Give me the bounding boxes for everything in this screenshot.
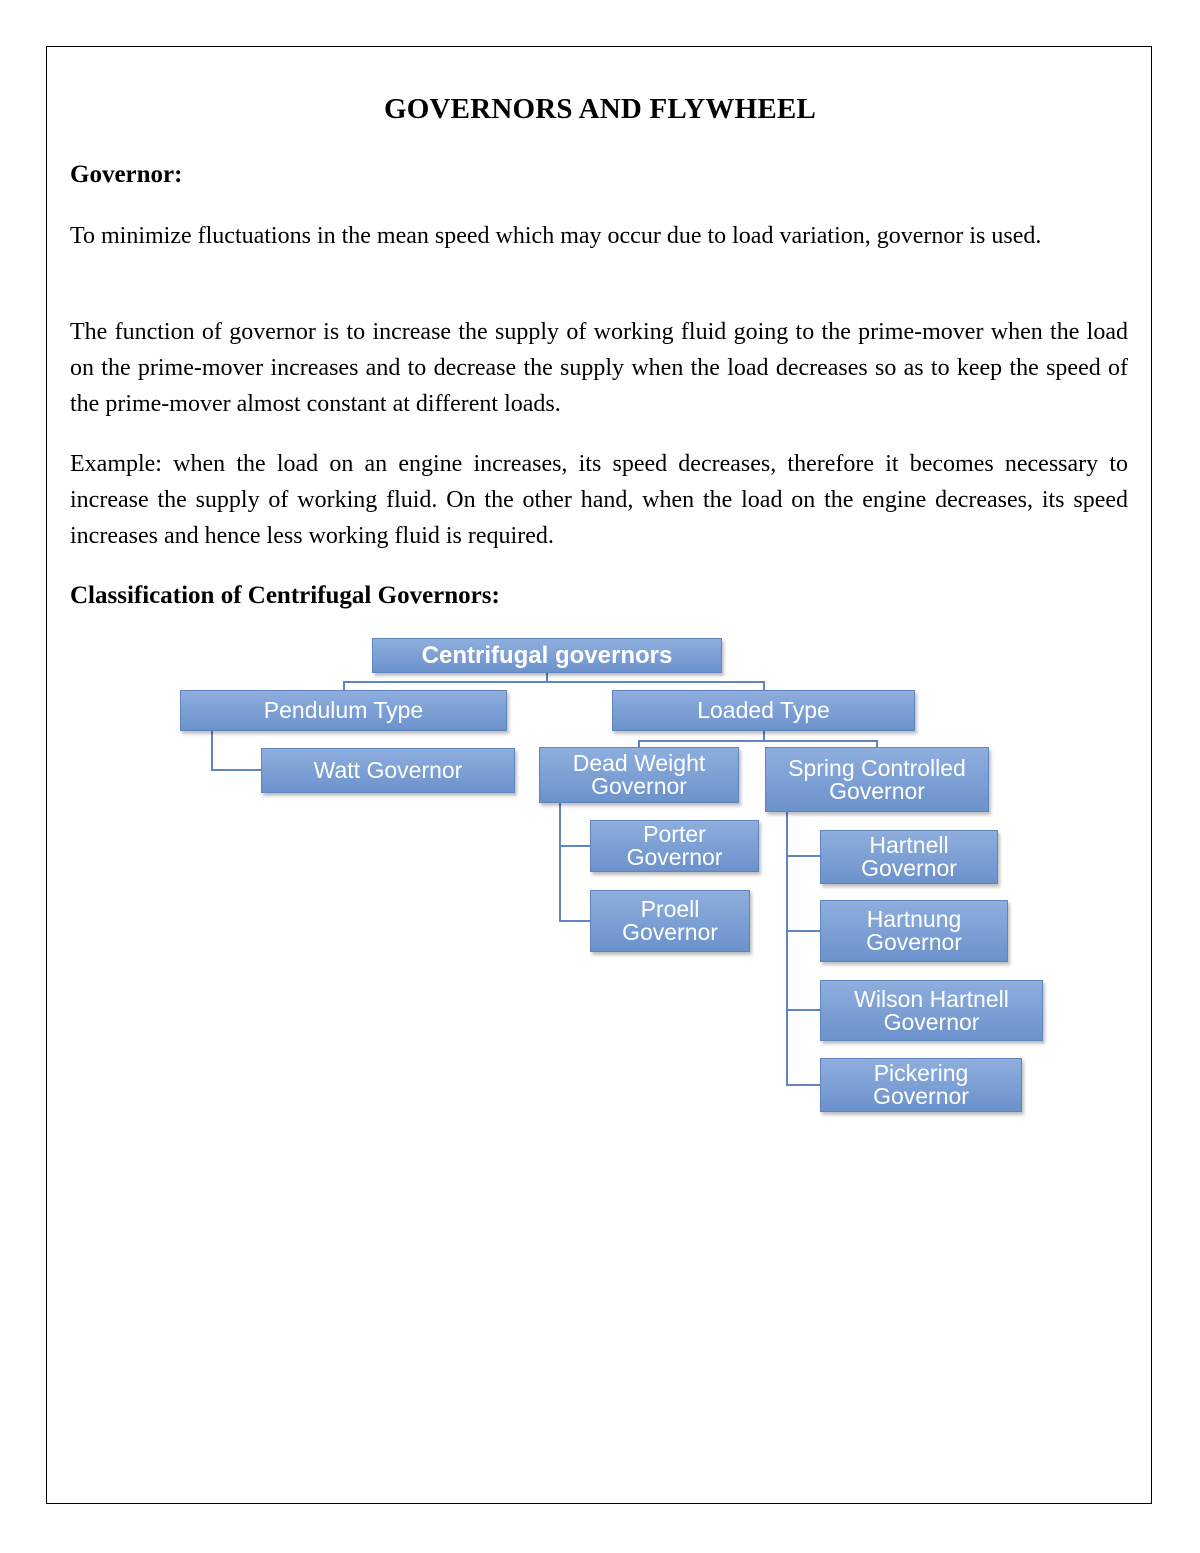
connector (343, 681, 765, 683)
connector (559, 803, 561, 922)
node-centrifugal-governors: Centrifugal governors (372, 638, 722, 673)
node-pendulum-type: Pendulum Type (180, 690, 507, 731)
node-watt-governor: Watt Governor (261, 748, 515, 793)
connector (786, 1084, 821, 1086)
connector (786, 930, 821, 932)
connector (559, 920, 591, 922)
node-proell-governor: Proell Governor (590, 890, 750, 952)
connector (786, 1009, 821, 1011)
paragraph-definition: To minimize fluctuations in the mean speed which may occur due to load variation, governor is used. (70, 223, 1042, 249)
connector (638, 740, 878, 742)
node-dead-weight-governor: Dead Weight Governor (539, 747, 739, 803)
connector (559, 845, 591, 847)
paragraph-example: Example: when the load on an engine increases, its speed decreases, therefore it becomes necessary to increase the supply of working fluid. On the other hand, when the load on the engine decreases, its speed increases and hence less working fluid is required. (70, 451, 1128, 549)
node-hartnung-governor: Hartnung Governor (820, 900, 1008, 962)
paragraph-function: The function of governor is to increase the supply of working fluid going to the prime-mover when the load on the prime-mover increases and to decrease the supply when the load decreases so as to keep the speed of the prime-mover almost constant at different loads. (70, 319, 1128, 417)
node-porter-governor: Porter Governor (590, 820, 759, 872)
node-loaded-type: Loaded Type (612, 690, 915, 731)
page-title: GOVERNORS AND FLYWHEEL (384, 93, 816, 125)
node-wilson-hartnell-governor: Wilson Hartnell Governor (820, 980, 1043, 1041)
node-hartnell-governor: Hartnell Governor (820, 830, 998, 884)
node-spring-controlled-governor: Spring Controlled Governor (765, 747, 989, 812)
connector (763, 730, 765, 741)
governor-heading: Governor: (70, 161, 183, 188)
connector (211, 730, 213, 771)
connector (786, 855, 821, 857)
connector (786, 812, 788, 1086)
connector (211, 769, 262, 771)
classification-heading: Classification of Centrifugal Governors: (70, 582, 500, 609)
node-pickering-governor: Pickering Governor (820, 1058, 1022, 1112)
